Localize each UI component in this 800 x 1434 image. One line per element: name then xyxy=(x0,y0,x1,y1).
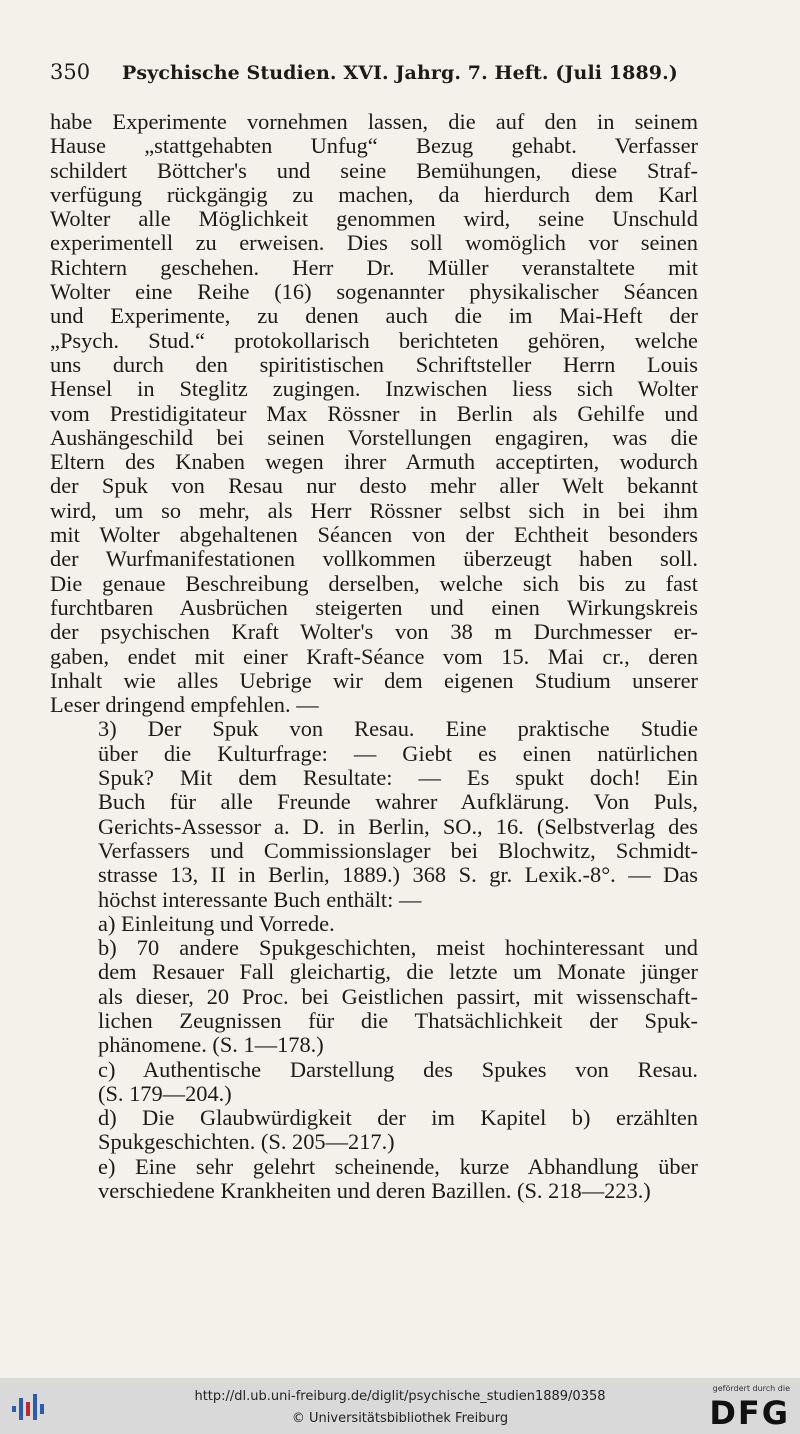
text-line: Aushängeschild bei seinen Vorstellungen engagiren, was die xyxy=(50,424,698,450)
text-line: Die genaue Beschreibung derselben, welche sich bis zu fast xyxy=(50,570,698,596)
text-line: und Experimente, zu denen auch die im Mai-Heft der xyxy=(50,303,698,329)
text-line: Buch für alle Freunde wahrer Aufklärung. Von Puls, xyxy=(98,789,698,815)
text-line: Wolter alle Möglichkeit genommen wird, seine Unschuld xyxy=(50,206,698,232)
text-line: Richtern geschehen. Herr Dr. Müller veranstaltete mit xyxy=(50,254,698,280)
text-line: „Psych. Stud.“ protokollarisch berichteten gehören, welche xyxy=(50,327,698,353)
text-line: Eltern des Knaben wegen ihrer Armuth acceptirten, wodurch xyxy=(50,449,698,475)
list-item-e xyxy=(50,1155,698,1204)
text-line: über die Kulturfrage: — Giebt es einen natürlichen xyxy=(98,740,698,766)
text-line: 3) Der Spuk von Resau. Eine praktische Studie xyxy=(98,716,698,742)
body-text xyxy=(50,110,698,1203)
text-line: phänomene. (S. 1—178.) xyxy=(98,1032,324,1058)
text-line: Leser dringend empfehlen. — xyxy=(50,692,319,718)
text-line: höchst interessante Buch enthält: — xyxy=(98,886,422,912)
text-line: wird, um so mehr, als Herr Rössner selbst sich in bei ihm xyxy=(50,497,698,523)
text-line: der psychischen Kraft Wolter's von 38 m Durchmesser er- xyxy=(50,619,698,645)
text-line: verschiedene Krankheiten und deren Bazillen. (S. 218—223.) xyxy=(98,1178,651,1204)
text-line: e) Eine sehr gelehrt scheinende, kurze Abhandlung über xyxy=(98,1153,698,1179)
text-line: lichen Zeugnissen für die Thatsächlichkeit der Spuk- xyxy=(98,1007,698,1033)
copyright-notice: © Universitätsbibliothek Freiburg xyxy=(291,1411,509,1426)
text-line: dem Resauer Fall gleichartig, die letzte um Monate jünger xyxy=(98,959,698,985)
text-line: (S. 179—204.) xyxy=(98,1080,232,1106)
text-line: uns durch den spiritistischen Schriftsteller Herrn Louis xyxy=(50,351,698,377)
page-number: 350 xyxy=(50,60,91,84)
dfg-logo-text: DFG xyxy=(709,1394,790,1432)
text-line: Wolter eine Reihe (16) sogenannter physikalischer Séancen xyxy=(50,279,698,305)
text-line: habe Experimente vornehmen lassen, die auf den in seinem xyxy=(50,109,698,134)
paragraph-book-entry xyxy=(50,717,698,911)
running-header xyxy=(50,60,700,90)
text-line: strasse 13, II in Berlin, 1889.) 368 S. gr. Lexik.-8°. — Das xyxy=(98,862,698,888)
text-line: d) Die Glaubwürdigkeit der im Kapitel b) erzählten xyxy=(98,1105,698,1131)
text-line: vom Prestidigitateur Max Rössner in Berlin als Gehilfe und xyxy=(50,400,698,426)
list-item-c xyxy=(50,1058,698,1107)
text-line: Hensel in Steglitz zugingen. Inzwischen liess sich Wolter xyxy=(50,376,698,402)
text-line: c) Authentische Darstellung des Spukes von Resau. xyxy=(98,1056,698,1082)
text-line: a) Einleitung und Vorrede. xyxy=(98,910,335,936)
text-line: der Spuk von Resau nur desto mehr aller Welt bekannt xyxy=(50,473,698,499)
text-line: Spukgeschichten. (S. 205—217.) xyxy=(98,1129,395,1155)
text-line: verfügung rückgängig zu machen, da hierdurch dem Karl xyxy=(50,181,698,207)
text-line: der Wurfmanifestationen vollkommen überzeugt haben soll. xyxy=(50,546,698,572)
text-line: furchtbaren Ausbrüchen steigerten und einen Wirkungskreis xyxy=(50,594,698,620)
paragraph-wolter xyxy=(50,110,698,717)
text-line: Gerichts-Assessor a. D. in Berlin, SO., 16. (Selbstverlag des xyxy=(98,813,698,839)
document-url[interactable]: http://dl.ub.uni-freiburg.de/diglit/psychische_studien1889/0358 xyxy=(194,1389,606,1404)
list-item-d xyxy=(50,1106,698,1155)
text-line: Spuk? Mit dem Resultate: — Es spukt doch! Ein xyxy=(98,765,698,791)
text-line: mit Wolter abgehaltenen Séancen von der Echtheit besonders xyxy=(50,522,698,548)
running-title: Psychische Studien. XVI. Jahrg. 7. Heft. (Juli 1889.) xyxy=(122,62,678,84)
text-line: Verfassers und Commissionslager bei Blochwitz, Schmidt- xyxy=(98,837,698,863)
list-item-a xyxy=(50,912,698,936)
list-item-b xyxy=(50,936,698,1057)
viewer-footer xyxy=(0,1378,800,1434)
text-line: b) 70 andere Spukgeschichten, meist hochinteressant und xyxy=(98,935,698,961)
text-line: Inhalt wie alles Uebrige wir dem eigenen Studium unserer xyxy=(50,667,698,693)
text-line: gaben, endet mit einer Kraft-Séance vom 15. Mai cr., deren xyxy=(50,643,698,669)
funder-note: gefördert durch die xyxy=(712,1384,790,1393)
text-line: experimentell zu erweisen. Dies soll womöglich vor seinen xyxy=(50,230,698,256)
text-line: schildert Böttcher's und seine Bemühungen, diese Straf- xyxy=(50,157,698,183)
text-line: Hause „stattgehabten Unfug“ Bezug gehabt. Verfasser xyxy=(50,133,698,159)
text-line: als dieser, 20 Proc. bei Geistlichen passirt, mit wissenschaft- xyxy=(98,983,698,1009)
dfg-logo xyxy=(698,1384,790,1430)
